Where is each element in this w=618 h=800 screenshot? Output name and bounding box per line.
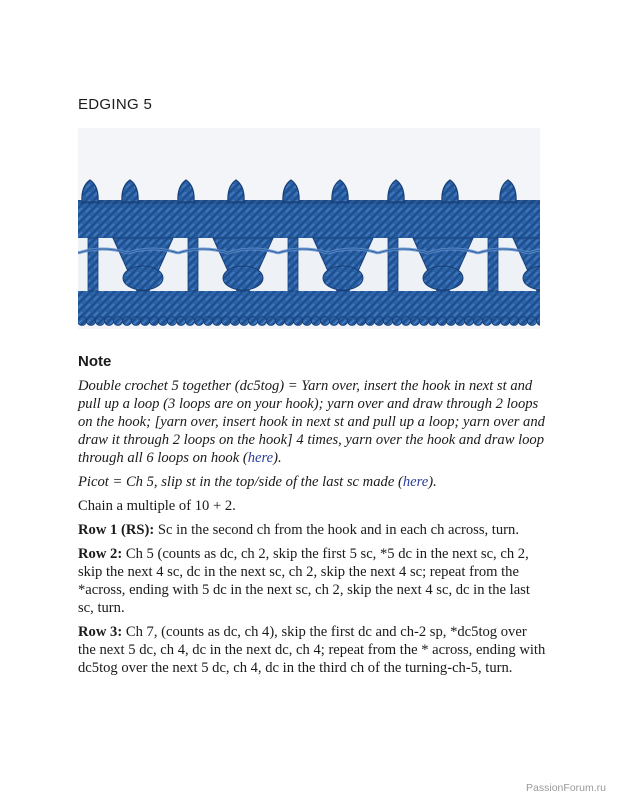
note-heading: Note — [78, 353, 112, 370]
row-2-instruction: Row 2: Ch 5 (counts as dc, ch 2, skip the first 5 sc, *5 dc in the next sc, ch 2, skip the next 4 sc, dc in the next sc, ch 2, skip the next 4 sc; repeat from the *across, ending with 5 dc in the next sc, ch 2, skip the next 4 sc, dc in the last sc, turn. — [78, 546, 530, 616]
dc5tog-here-link[interactable]: here — [247, 450, 274, 466]
watermark: PassionForum.ru — [526, 782, 606, 794]
page-title: EDGING 5 — [78, 96, 153, 113]
picot-here-link[interactable]: here — [402, 474, 429, 490]
crochet-edging-photo — [78, 128, 540, 329]
dc5tog-definition: Double crochet 5 together (dc5tog) = Yarn over, insert the hook in next st and pull up a loop (3 loops are on your hook); yarn over and draw through 2 loops on the hook; [yarn over, insert hook in next st and pull up a loop; yarn over and draw it through 2 loops on the hook] 4 times, yarn over the hook and draw loop through all 6 loops on hook (here). — [78, 378, 545, 466]
chain-instruction: Chain a multiple of 10 + 2. — [78, 498, 236, 514]
crochet-edging-illustration — [78, 128, 540, 329]
row-3-instruction: Row 3: Ch 7, (counts as dc, ch 4), skip the first dc and ch-2 sp, *dc5tog over the next 5 dc, ch 4, dc in the next dc, ch 4; repeat from the * across, ending with dc5tog over the next 5 dc, ch 4, dc in the third ch of the turning-ch-5, turn. — [78, 624, 546, 676]
pattern-text — [78, 377, 548, 683]
row-1-instruction: Row 1 (RS): Sc in the second ch from the hook and in each ch across, turn. — [78, 522, 519, 538]
picot-definition: Picot = Ch 5, slip st in the top/side of the last sc made (here). — [78, 474, 437, 490]
